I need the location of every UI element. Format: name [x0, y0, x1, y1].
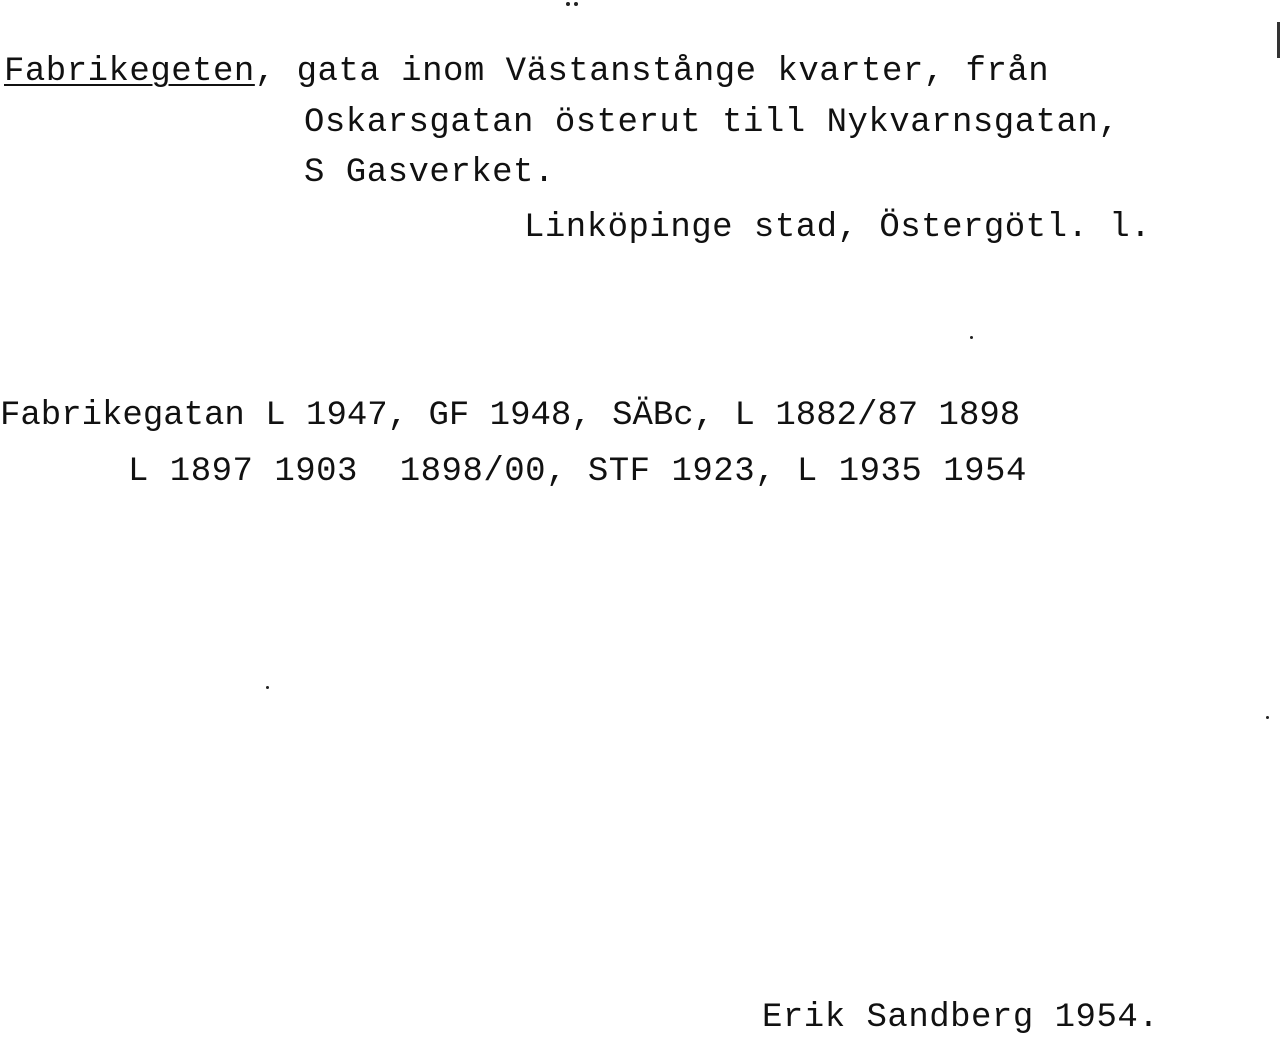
speck-mark [566, 2, 570, 6]
signature: Erik Sandberg 1954. [762, 999, 1160, 1037]
location-line: Linköpinge stad, Östergötl. l. [524, 209, 1152, 247]
entry-line-2: Oskarsgatan österut till Nykvarnsgatan, [304, 104, 1120, 142]
speck-mark [970, 336, 973, 339]
speck-mark [1266, 716, 1269, 719]
speck-mark [266, 686, 269, 689]
sources-line-2: L 1897 1903 1898/00, STF 1923, L 1935 1954 [128, 453, 1027, 491]
entry-line-3: S Gasverket. [304, 154, 555, 192]
speck-mark [574, 2, 578, 6]
definition-start: , gata inom Västanstånge kvarter, från [254, 53, 1050, 91]
entry-line-1 [4, 52, 1049, 92]
sources-line-1: Fabrikegatan L 1947, GF 1948, SÄBc, L 1882/87 1898 [0, 397, 1021, 435]
headword: Fabrikegeten [4, 53, 255, 91]
